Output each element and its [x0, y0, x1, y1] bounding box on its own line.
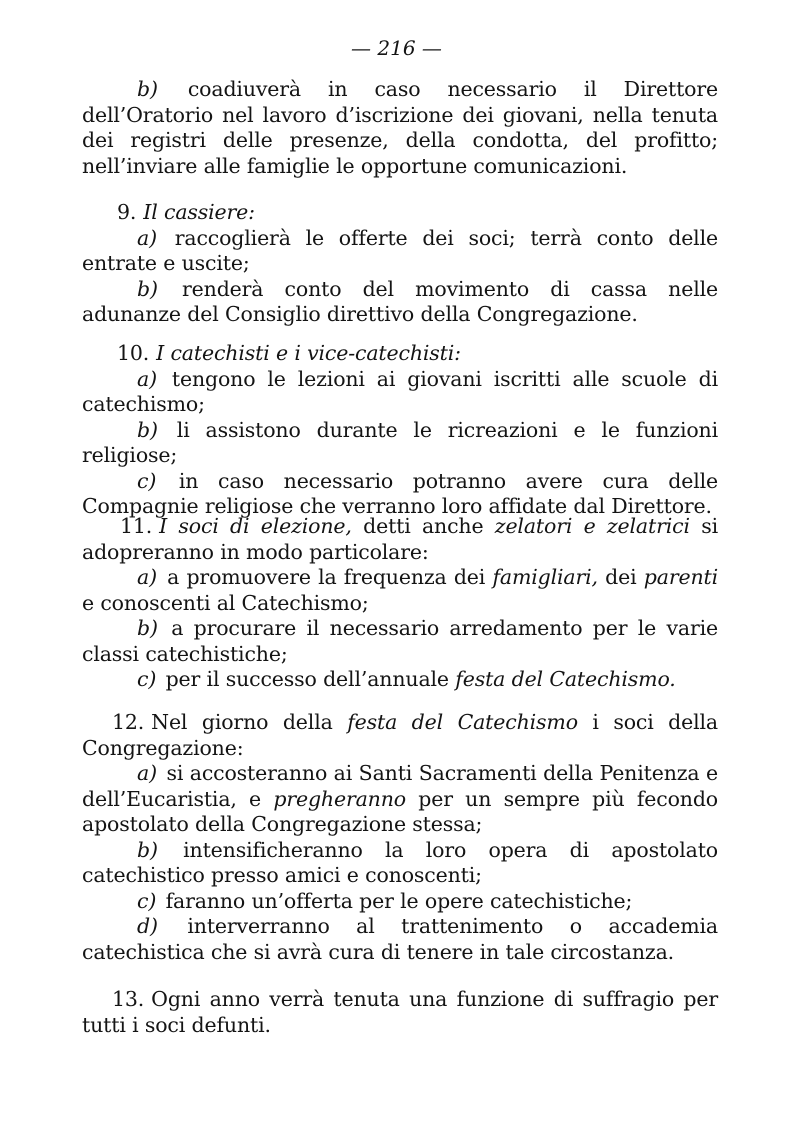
item-marker: c) [137, 667, 157, 691]
intro-text: detti anche [363, 514, 484, 538]
item-text: raccoglierà le offerte dei soci; terrà conto delle entrate e uscite; [82, 225, 718, 275]
item-emphasis: famigliari, [492, 565, 598, 589]
item-b [82, 418, 718, 469]
section-intro [82, 710, 718, 761]
section-11-soci-di-elezione [82, 514, 718, 693]
item-text: in caso necessario potranno avere cura delle Compagnie religiose che verranno loro affidate dal Direttore. [82, 468, 718, 518]
item-marker: a) [137, 366, 157, 391]
item-marker: d) [137, 914, 158, 938]
intro-text: si adopreranno in modo particolare: [82, 514, 718, 564]
section-intro [82, 987, 718, 1038]
section-number: 10. [117, 341, 150, 365]
item-text: per il successo dell’annuale [165, 667, 449, 691]
item-b [82, 838, 718, 889]
item-b [82, 616, 718, 667]
intro-text: Nel giorno della [151, 710, 333, 734]
item-text: a procurare il necessario arredamento per le varie classi catechistiche; [82, 616, 718, 666]
item-text: interverranno al trattenimento o accademia catechistica che si avrà cura di tenere in tale circostanza. [82, 914, 718, 964]
section-12-festa-del-catechismo [82, 710, 718, 965]
item-emphasis: parenti [643, 565, 719, 589]
item-marker: b) [137, 276, 158, 301]
paragraph [82, 77, 718, 179]
section-heading [82, 341, 718, 367]
item-text: e conoscenti al Catechismo; [82, 590, 369, 615]
item-c [82, 667, 718, 693]
item-marker: b) [137, 837, 158, 862]
intro-emphasis: festa del Catechismo [347, 710, 578, 734]
item-marker: c) [137, 888, 157, 913]
item-emphasis: pregheranno [273, 786, 406, 811]
item-a [82, 565, 718, 616]
section-number: 13. [112, 987, 145, 1011]
item-text: tengono le lezioni ai giovani iscritti alle scuole di catechismo; [82, 366, 718, 416]
item-text: faranno un’offerta per le opere catechistiche; [165, 888, 633, 913]
item-emphasis: festa del Catechismo. [455, 667, 676, 691]
item-a [82, 761, 718, 838]
item-text: renderà conto del movimento di cassa nelle adunanze del Consiglio direttivo della Congregazione. [82, 276, 718, 326]
paragraph-text: Ogni anno verrà tenuta una funzione di suffragio per tutti i soci defunti. [82, 987, 718, 1037]
section-13-suffragio [82, 987, 718, 1038]
item-b-director-assistance [82, 77, 718, 179]
item-c [82, 889, 718, 915]
item-marker: b) [137, 77, 158, 101]
page-number: — 216 — [351, 36, 442, 60]
section-number: 9. [117, 200, 137, 224]
section-title: I catechisti e i vice-catechisti: [156, 341, 461, 365]
item-text: dei [605, 565, 637, 589]
item-text: intensificheranno la loro opera di apostolato catechistico presso amici e conoscenti; [82, 837, 718, 887]
paragraph-text: coadiuverà in caso necessario il Direttore dell’Oratorio nel lavoro d’iscrizione dei giovani, nella tenuta dei registri delle presenze, della condotta, del profitto; nell’inviare alle famiglie le opportune comunicazioni. [82, 77, 718, 178]
section-number: 11. [120, 514, 153, 538]
section-title-alt: zelatori e zelatrici [494, 514, 690, 538]
item-text: per un sempre più fecondo apostolato della Congregazione stessa; [82, 786, 718, 836]
item-a [82, 226, 718, 277]
item-marker: a) [137, 565, 157, 589]
item-a [82, 367, 718, 418]
item-marker: c) [137, 468, 157, 493]
section-10-catechisti [82, 341, 718, 520]
item-marker: b) [137, 417, 158, 442]
item-text: a promuovere la frequenza dei [167, 565, 486, 589]
item-c [82, 469, 718, 520]
item-text: si accosteranno ai Santi Sacramenti della Penitenza e dell’Eucaristia, e [82, 761, 718, 811]
intro-text: i soci della Congregazione: [82, 710, 719, 760]
section-number: 12. [112, 710, 145, 734]
section-intro [82, 514, 718, 565]
section-title: I soci di elezione, [159, 514, 352, 538]
item-marker: b) [137, 616, 158, 640]
item-b [82, 277, 718, 328]
section-heading [82, 200, 718, 226]
item-marker: a) [137, 761, 157, 785]
item-d [82, 914, 718, 965]
item-text: li assistono durante le ricreazioni e le funzioni religiose; [82, 417, 718, 467]
section-9-cassiere [82, 200, 718, 328]
item-marker: a) [137, 225, 157, 250]
section-title: Il cassiere: [143, 200, 255, 224]
